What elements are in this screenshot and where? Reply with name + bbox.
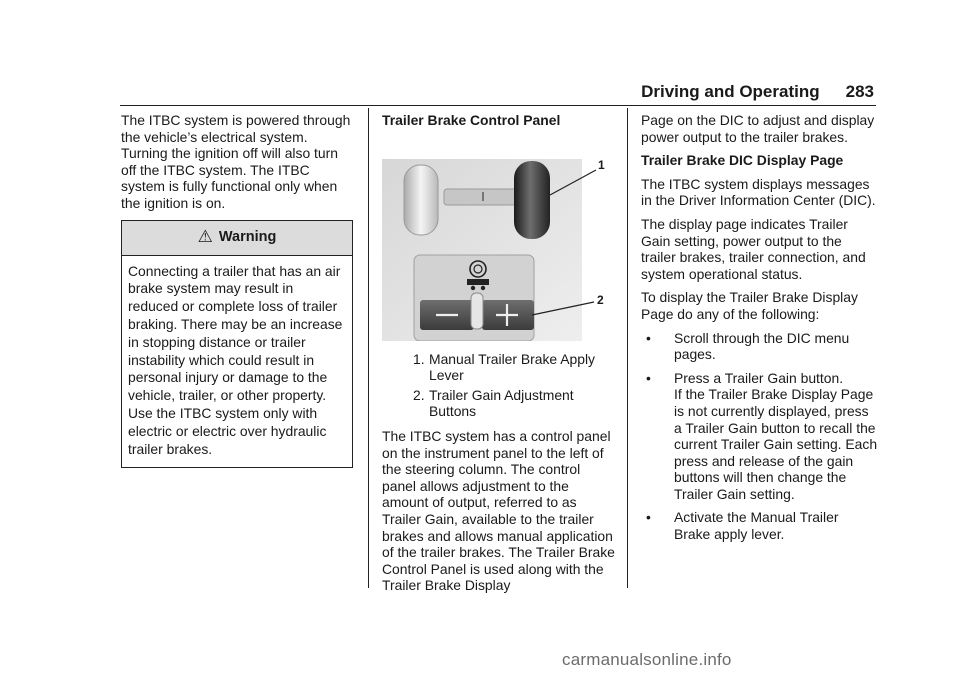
list-item: • Activate the Manual Trailer Brake apply lever. [646,509,839,543]
page-number: 283 [845,82,874,101]
callout-1: 1 [598,157,605,172]
trailer-icon [467,279,489,285]
figure-title: Trailer Brake Control Panel [382,112,561,128]
column-divider-2 [627,108,628,588]
section-heading: Trailer Brake DIC Display Page [641,152,844,169]
list-item: 1. Manual Trailer Brake Apply Lever [413,350,595,384]
paragraph: The ITBC system displays messages in the Driver Information Center (DIC). [641,175,876,209]
intro-paragraph: The ITBC system is powered through the vehicle’s electrical system. Turning the ignition off will also turn off the ITBC system. The ITBC system is fully functional only when the ignition is on. [121,112,351,211]
callout-2: 2 [597,292,604,307]
section-title: Driving and Operating [641,82,820,101]
column-1 [121,112,357,468]
left-knob [404,165,438,235]
warning-title: Warning [218,229,277,246]
manual-brake-lever [514,161,550,239]
warning-box [121,220,353,469]
page-header [0,82,874,102]
paragraph: To display the Trailer Brake Display Page do any of the following: [641,289,858,322]
list-item: 2. Trailer Gain Adjustment Buttons [413,386,574,420]
list-item: • Press a Trailer Gain button. If the Trailer Brake Display Page is not currently displayed, press a Trailer Gain button to recall the current Trailer Gain setting. Each press and release of the gain buttons will then change the Trailer Gain setting. [646,369,878,502]
continued-paragraph: Page on the DIC to adjust and display power output to the trailer brakes. [641,112,875,145]
legend-list [382,351,616,420]
control-panel-figure [382,137,612,341]
header-rule [120,105,876,106]
column-divider-1 [368,108,369,588]
bullet-list [641,330,878,543]
warning-header [122,221,352,256]
control-panel-illustration [382,137,612,341]
list-item: • Scroll through the DIC menu pages. [646,329,850,363]
control-panel-paragraph: The ITBC system has a control panel on the instrument panel to the left of the steering column. The control panel allows adjustment to the amount of output, referred to as Trailer Gain, available to the trailer brakes and allows manual application of the trailer brakes. The Trailer Brake Control Panel is used along with the Trailer Brake Display [382,427,615,594]
paragraph: The display page indicates Trailer Gain setting, power output to the trailer brakes, trailer connection, and system operational status. [641,215,866,282]
column-3 [641,112,878,550]
warning-icon: ⚠ [197,227,213,247]
center-divider [471,293,483,329]
watermark: carmanualsonline.info [562,650,732,669]
warning-body: Connecting a trailer that has an air brake system may result in reduced or complete loss of trailer braking. There may be an increase in stopping distance or trailer instability which could result in personal injury or damage to the vehicle, trailer, or other property. Use the ITBC system only with electric or electric over hydraulic trailer brakes. [128,262,343,457]
column-2 [382,112,616,601]
